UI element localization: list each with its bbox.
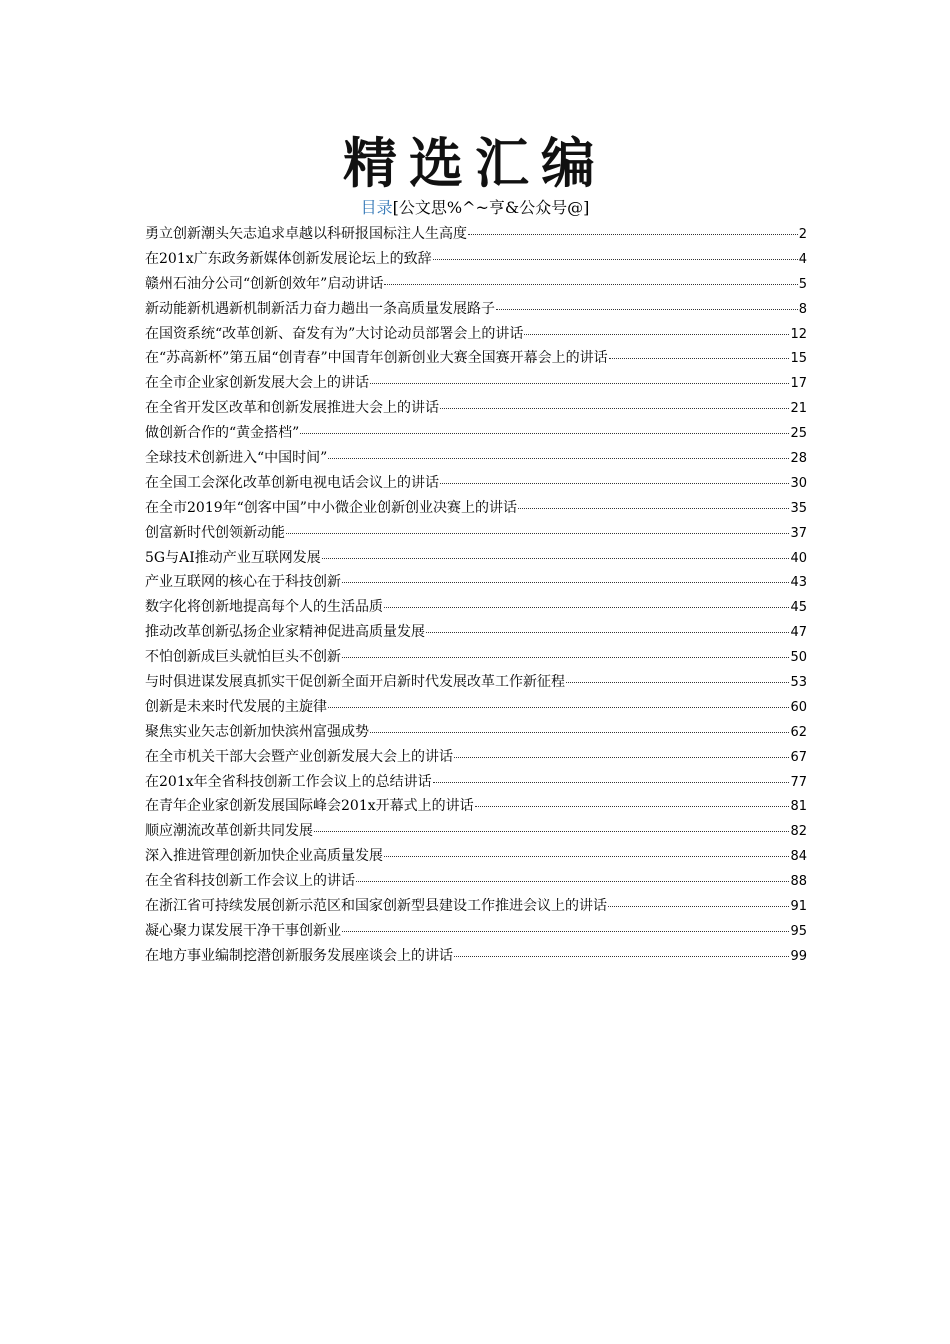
- toc-entry-page-number: 84: [790, 849, 807, 865]
- toc-entry[interactable]: [145, 570, 807, 595]
- toc-dot-leader: [328, 707, 789, 708]
- toc-entry-page-number: 4: [798, 251, 807, 267]
- toc-entry-page-number: 8: [798, 301, 807, 317]
- toc-entry-title: 顺应潮流改革创新共同发展: [145, 823, 313, 840]
- toc-dot-leader: [384, 284, 797, 285]
- toc-entry-title: 赣州石油分公司“创新创效年”启动讲话: [145, 275, 384, 292]
- toc-dot-leader: [433, 782, 790, 783]
- toc-dot-leader: [524, 334, 789, 335]
- toc-entry-title: 创新是未来时代发展的主旋律: [145, 698, 327, 715]
- toc-entry[interactable]: [145, 322, 807, 347]
- toc-entry-title: 在全市2019年“创客中国”中小微企业创新创业决赛上的讲话: [145, 499, 517, 516]
- toc-entry-page-number: 5: [798, 276, 807, 292]
- toc-dot-leader: [384, 856, 789, 857]
- toc-dot-leader: [286, 533, 789, 534]
- toc-entry[interactable]: [145, 446, 807, 471]
- toc-entry-title: 勇立创新潮头矢志追求卓越以科研报国标注人生高度: [145, 226, 467, 242]
- toc-entry-page-number: 62: [790, 724, 807, 740]
- toc-entry-page-number: 43: [790, 575, 807, 591]
- toc-dot-leader: [496, 309, 798, 310]
- document-title: 精选汇编: [343, 131, 607, 195]
- toc-dot-leader: [454, 956, 789, 957]
- toc-entry-page-number: 99: [790, 948, 807, 964]
- toc-dot-leader: [342, 657, 789, 658]
- toc-entry-page-number: 88: [790, 874, 807, 890]
- toc-entry-page-number: 53: [790, 675, 807, 691]
- toc-entry[interactable]: [145, 546, 807, 571]
- toc-entry-page-number: 91: [790, 899, 807, 915]
- toc-dot-leader: [322, 558, 790, 559]
- toc-entry[interactable]: [145, 272, 807, 297]
- toc-dot-leader: [356, 881, 789, 882]
- toc-entry-page-number: 45: [790, 600, 807, 616]
- toc-entry[interactable]: [145, 770, 807, 795]
- toc-entry-title: 在201x广东政务新媒体创新发展论坛上的致辞: [145, 250, 432, 267]
- toc-entry-page-number: 81: [790, 799, 807, 815]
- toc-entry[interactable]: [145, 620, 807, 645]
- toc-entry-page-number: 47: [790, 625, 807, 641]
- toc-entry-title: 在全市企业家创新发展大会上的讲话: [145, 375, 369, 392]
- toc-entry-page-number: 15: [790, 351, 807, 367]
- toc-entry-title: 在全省科技创新工作会议上的讲话: [145, 873, 355, 890]
- toc-entry-title: 在地方事业编制挖潜创新服务发展座谈会上的讲话: [145, 947, 453, 964]
- toc-dot-leader: [608, 906, 789, 907]
- toc-entry-title: 在全国工会深化改革创新电视电话会议上的讲话: [145, 474, 439, 491]
- toc-entry-title: 做创新合作的“黄金搭档”: [145, 425, 300, 442]
- toc-dot-leader: [518, 508, 790, 509]
- toc-entry-page-number: 21: [790, 401, 807, 417]
- toc-entry-title: 在全省开发区改革和创新发展推进大会上的讲话: [145, 400, 439, 417]
- toc-entry-title: 凝心聚力谋发展干净干事创新业: [145, 922, 341, 939]
- toc-entry[interactable]: [145, 819, 807, 844]
- toc-entry-page-number: 77: [790, 774, 807, 790]
- toc-entry[interactable]: [145, 869, 807, 894]
- toc-entry[interactable]: [145, 944, 807, 969]
- toc-entry-title: 在201x年全省科技创新工作会议上的总结讲话: [145, 773, 432, 790]
- toc-entry-title: 产业互联网的核心在于科技创新: [145, 574, 341, 591]
- toc-dot-leader: [454, 757, 789, 758]
- toc-entry[interactable]: [145, 745, 807, 770]
- toc-entry-title: 聚焦实业矢志创新加快滨州富强成势: [145, 723, 369, 740]
- toc-entry-page-number: 17: [790, 376, 807, 392]
- toc-dot-leader: [468, 234, 798, 235]
- toc-entry[interactable]: [145, 371, 807, 396]
- toc-dot-leader: [314, 831, 789, 832]
- toc-entry-page-number: 50: [790, 650, 807, 666]
- toc-heading-label: 目录: [360, 198, 393, 217]
- toc-entry-page-number: 2: [798, 227, 807, 242]
- toc-entry[interactable]: [145, 471, 807, 496]
- toc-entry-page-number: 82: [790, 824, 807, 840]
- toc-list: [145, 222, 807, 969]
- toc-entry-title: 新动能新机遇新机制新活力奋力趟出一条高质量发展路子: [145, 300, 495, 317]
- toc-entry[interactable]: [145, 346, 807, 371]
- toc-entry[interactable]: [145, 695, 807, 720]
- toc-dot-leader: [342, 582, 789, 583]
- toc-entry-title: 数字化将创新地提高每个人的生活品质: [145, 599, 383, 616]
- toc-entry-title: 在全市机关干部大会暨产业创新发展大会上的讲话: [145, 748, 453, 765]
- toc-entry[interactable]: [145, 421, 807, 446]
- toc-dot-leader: [370, 732, 789, 733]
- toc-heading: [0, 197, 950, 219]
- toc-entry-title: 深入推进管理创新加快企业高质量发展: [145, 848, 383, 865]
- toc-dot-leader: [370, 383, 789, 384]
- toc-dot-leader: [300, 433, 789, 434]
- toc-entry[interactable]: [145, 595, 807, 620]
- toc-entry-title: 在浙江省可持续发展创新示范区和国家创新型县建设工作推进会议上的讲话: [145, 898, 607, 915]
- toc-dot-leader: [342, 931, 789, 932]
- toc-dot-leader: [328, 458, 789, 459]
- toc-heading-suffix: [公文思%^~亨&公众号@]: [392, 198, 590, 217]
- toc-entry-title: 与时俱进谋发展真抓实干促创新全面开启新时代发展改革工作新征程: [145, 674, 565, 691]
- toc-entry[interactable]: [145, 894, 807, 919]
- toc-entry-title: 推动改革创新弘扬企业家精神促进高质量发展: [145, 624, 425, 641]
- toc-entry-page-number: 60: [790, 699, 807, 715]
- toc-dot-leader: [566, 682, 789, 683]
- toc-entry[interactable]: [145, 720, 807, 745]
- toc-dot-leader: [384, 607, 789, 608]
- toc-entry-page-number: 67: [790, 749, 807, 765]
- toc-entry[interactable]: [145, 396, 807, 421]
- toc-entry-title: 5G与AI推动产业互联网发展: [145, 549, 321, 566]
- toc-entry-title: 在国资系统“改革创新、奋发有为”大讨论动员部署会上的讲话: [145, 325, 524, 342]
- toc-entry[interactable]: [145, 247, 807, 272]
- toc-entry[interactable]: [145, 521, 807, 546]
- toc-entry[interactable]: [145, 670, 807, 695]
- toc-dot-leader: [426, 632, 789, 633]
- toc-entry-page-number: 95: [790, 923, 807, 939]
- toc-dot-leader: [440, 408, 789, 409]
- toc-entry-page-number: 35: [790, 500, 807, 516]
- toc-entry[interactable]: [145, 297, 807, 322]
- toc-dot-leader: [440, 483, 789, 484]
- toc-entry-page-number: 30: [790, 475, 807, 491]
- toc-entry-title: 创富新时代创领新动能: [145, 524, 285, 541]
- toc-entry-page-number: 12: [790, 326, 807, 342]
- toc-entry-page-number: 25: [790, 426, 807, 442]
- toc-dot-leader: [475, 806, 790, 807]
- toc-entry[interactable]: [145, 496, 807, 521]
- toc-entry-title: 在“苏高新杯”第五届“创青春”中国青年创新创业大赛全国赛开幕会上的讲话: [145, 350, 608, 367]
- toc-entry[interactable]: [145, 222, 807, 247]
- toc-entry-page-number: 37: [790, 525, 807, 541]
- toc-entry-title: 全球技术创新进入“中国时间”: [145, 450, 328, 467]
- toc-entry-title: 不怕创新成巨头就怕巨头不创新: [145, 649, 341, 666]
- toc-entry[interactable]: [145, 645, 807, 670]
- toc-dot-leader: [609, 358, 790, 359]
- toc-entry[interactable]: [145, 794, 807, 819]
- toc-dot-leader: [433, 259, 798, 260]
- toc-entry[interactable]: [145, 844, 807, 869]
- toc-entry-title: 在青年企业家创新发展国际峰会201x开幕式上的讲话: [145, 798, 474, 815]
- toc-entry-page-number: 40: [790, 550, 807, 566]
- toc-entry-page-number: 28: [790, 451, 807, 467]
- toc-entry[interactable]: [145, 919, 807, 944]
